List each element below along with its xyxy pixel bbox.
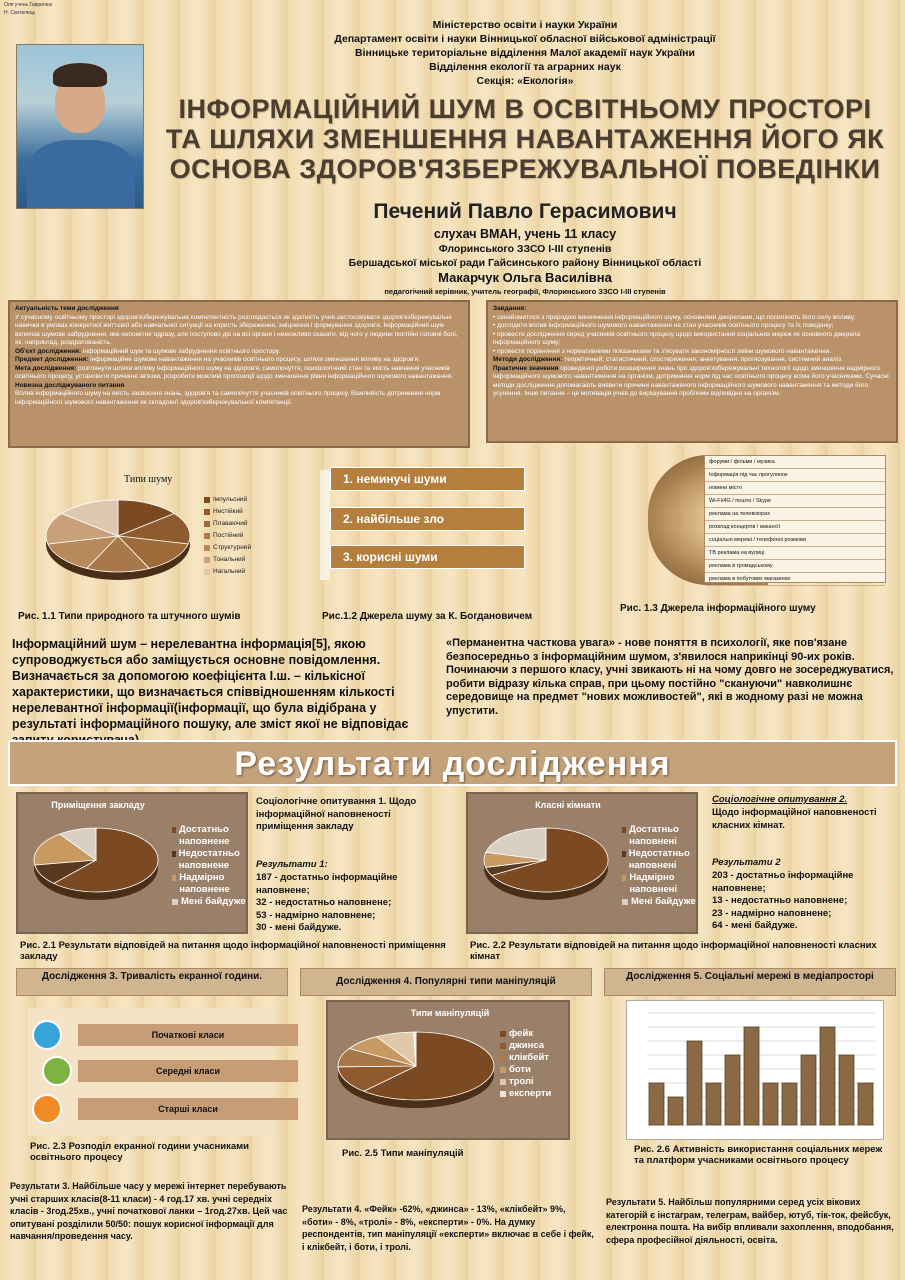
social-media-bar-2: [687, 1041, 702, 1125]
subject-text: інформаційне шумове навантаження на учасників освітнього процесу, шляхи зменшення впливу на здоров'я.: [90, 356, 420, 363]
manipulation-chart: [326, 1000, 570, 1140]
legend-swatch: [204, 509, 210, 515]
survey1-pie: [18, 814, 178, 934]
legend-item: [172, 848, 248, 872]
legend-swatch: [172, 899, 178, 905]
source-item-3: 3. корисні шуми: [330, 545, 525, 569]
screen-time-diagram: [28, 1008, 274, 1136]
tiny-line-2: Н. Скиталець: [4, 10, 36, 16]
legend-item: [204, 530, 251, 542]
subject-heading: Предмет дослідження:: [15, 356, 89, 363]
legend-label: Мені байдуже: [631, 896, 696, 907]
practical-heading: Практичне значення: [493, 364, 559, 372]
survey2-pie: [468, 814, 628, 934]
methods-heading: Методи дослідження:: [493, 356, 563, 363]
tiny-line-1: Оля учень Гаврилюк: [4, 2, 52, 8]
legend-item: [622, 824, 698, 848]
level-senior-icon: [32, 1094, 62, 1124]
legend-label: Недостатньо наповнені: [628, 848, 690, 871]
legend-label: Імпульсний: [213, 496, 248, 503]
noise-types-chart: [36, 470, 306, 598]
legend-swatch: [204, 521, 210, 527]
study4-text: Результати 4. «Фейк» -62%, «джинса» - 13%, «клікбейт» 9%, «боти» - 8%, «тролі» - 8%, «експерти» - 0%. На думку респондентів, тип маніпуляції «експерти» включає в себе і фейк, і клікбейт, і боти, і тролі.: [302, 1204, 594, 1252]
info-source-row: Інформація під час прогулянок: [705, 469, 885, 482]
legend-swatch: [172, 875, 176, 881]
tasks-heading: Завдання:: [493, 305, 527, 312]
supervisor-name: Макарчук Ольга Василівна: [438, 270, 612, 285]
legend-label: Достатньо наповнене: [179, 824, 230, 847]
novelty-text: Вплив інформаційного шуму на якість засвоєння знань, здоров'я та самопочуття учасників освітнього процесу. Важливість дотримання норм інформаційного шумового навантаження як складової здоров'язбережувальної компетенції.: [15, 390, 441, 406]
object-text: інформаційний шум та шумове забруднення освітнього простору.: [82, 347, 281, 355]
legend-item: [500, 1028, 570, 1040]
survey2-legend: [622, 824, 698, 908]
results-banner: Результати дослідження: [8, 740, 897, 786]
fig3-caption: Рис. 1.3 Джерела інформаційного шуму: [620, 603, 816, 614]
legend-label: Нестійкий: [213, 508, 243, 515]
legend-swatch: [500, 1055, 506, 1061]
relevance-text: У сучасному освітньому просторі здоров'язбережувальна компетентність розглядається як здатність учня застосовувати здоров'язбережувальні навички в умовах конкретної життєвої або навчальної ситуації на користь збереження, зміцнення і формування здоров'я. Інформаційний шум включає шумове забруднення, яке непомітне одразу, але поступово діє на всі органи і неможливо сказати, від чого у людини постійні головні болі, як, наприклад, роздратованість.: [15, 313, 458, 346]
manipulation-chart-title: Типи маніпуляцій: [410, 1008, 490, 1018]
legend-item: [500, 1088, 570, 1100]
social-media-bars: [627, 1001, 885, 1141]
study3-text: Результати 3. Найбільше часу у мережі інтернет перебувають учні старших класів(8-11 класи) - 4 год.17 хв. учні середніх класів - 3год.25хв., учні початкової ланки – 1год.27хв. Цей час опитувані розділили 50/50: пошук корисної інформації для навчання/проведення часу.: [10, 1181, 288, 1241]
object-heading: Об'єкт дослідження:: [15, 347, 82, 355]
legend-item: [204, 554, 251, 566]
social-media-bar-6: [763, 1083, 778, 1125]
info-sources-list: [704, 455, 886, 583]
result-line: 203 - достатньо інформаційне наповнене;: [712, 870, 854, 894]
legend-label: боти: [509, 1064, 531, 1075]
legend-swatch: [172, 851, 176, 857]
result-line: 64 - мені байдуже.: [712, 920, 798, 931]
study5-text: Результати 5. Найбільш популярними серед усіх вікових категорій є інстаграм, телеграм, вайбер, ютуб, тік-ток, фейсбук, електронна пошта. На вибір впливали захоплення, вподобання, сфера професійної діяльності, освіта.: [606, 1197, 894, 1245]
legend-item: [500, 1076, 570, 1088]
supervisor-role: педагогічний керівник, учитель географії, Флоринського ЗЗСО І-ІІІ ступенів: [384, 287, 666, 296]
legend-swatch: [204, 497, 210, 503]
info-source-row: реклама в побутових магазинах: [705, 573, 885, 586]
title-line-2: ТА ШЛЯХИ ЗМЕНШЕННЯ НАВАНТАЖЕННЯ ЙОГО ЯК: [165, 124, 885, 154]
social-media-bar-4: [725, 1055, 740, 1125]
legend-swatch: [204, 533, 210, 539]
source-item-1: 1. неминучі шуми: [330, 467, 525, 491]
author-name: Печений Павло Герасимович: [373, 200, 677, 223]
info-sources-diagram: [648, 455, 888, 585]
result-line: 53 - надмірно наповнене;: [256, 909, 376, 921]
legend-item: [622, 896, 698, 908]
survey1-chart-title: Приміщення закладу: [51, 800, 145, 810]
noise-types-chart-title: Типи шуму: [124, 474, 173, 485]
legend-item: [204, 518, 251, 530]
result-line: 30 - мені байдуже.: [256, 922, 342, 933]
result-line: 13 - недостатньо наповнене;: [712, 895, 848, 906]
legend-swatch: [500, 1091, 506, 1097]
info-source-row: соціальні мережі / телефонні розмови: [705, 534, 885, 547]
info-source-row: новини місто: [705, 482, 885, 495]
survey2-subheading: Щодо інформаційної наповненості класних кімнат.: [712, 807, 877, 831]
study4-caption: Рис. 2.5 Типи маніпуляцій: [342, 1148, 464, 1159]
survey1-caption: Рис. 2.1 Результати відповідей на питання щодо інформаційної наповненості приміщення закладу: [20, 940, 446, 962]
legend-swatch: [500, 1043, 506, 1049]
legend-item: [500, 1064, 570, 1076]
survey2-heading: Соціологічне опитування 2.: [712, 794, 848, 805]
study3-caption: Рис. 2.3 Розподіл екранної години учасниками освітнього процесу: [30, 1141, 250, 1163]
fig2-caption: Рис.1.2 Джерела шуму за К. Богдановичем: [322, 611, 533, 622]
legend-label: Надмірно наповнене: [179, 872, 230, 895]
social-media-bar-9: [820, 1027, 835, 1125]
info-source-row: Wi-Fi/4G / пошта / Skype: [705, 495, 885, 508]
legend-label: клікбейт: [509, 1052, 549, 1063]
result-line: 23 - надмірно наповнене;: [712, 907, 832, 919]
legend-swatch: [500, 1067, 506, 1073]
survey1-chart: [16, 792, 248, 934]
result-line: 32 - недостатньо наповнене;: [256, 897, 392, 908]
attention-paragraph: «Перманентна часткова увага» - нове поняття в психології, яке пов'язане безпосередньо з інформаційним шумом, з'явилося наприкінці 90-их років. Починаючи з першого класу, учні звикають ні на чому довго не зосереджуватися, робити відразу кілька справ, при цьому постійно "скануючи" навколишнє середовище на предмет "нових можливостей", які в жодному разі не можна упустити.: [446, 637, 894, 717]
legend-swatch: [622, 875, 626, 881]
fig1-caption: Рис. 1.1 Типи природного та штучного шумів: [18, 611, 241, 622]
legend-label: Постійний: [213, 532, 244, 539]
author-photo: [16, 44, 144, 209]
social-media-bar-3: [706, 1083, 721, 1125]
legend-label: Надмірно наповнені: [629, 872, 678, 895]
survey1-results: [256, 872, 446, 935]
survey2-chart-title: Класні кімнати: [535, 800, 601, 810]
title-line-3: ОСНОВА ЗДОРОВ'ЯЗБЕРЕЖУВАЛЬНОЇ ПОВЕДІНКИ: [169, 154, 881, 184]
methods-text: теоретичний; статистичний; спостереження; анкетування; прогнозування, системний аналіз.: [564, 356, 843, 363]
info-source-row: ТВ реклама на вулиці: [705, 547, 885, 560]
legend-label: тролі: [509, 1076, 534, 1087]
legend-item: [204, 542, 251, 554]
social-media-bar-8: [801, 1055, 816, 1125]
practical-text: проведеної роботи розширення знань про здоров'язбережувальні технології щодо зменшення надмірного інформаційного шумового навантаження на організм, дотримання норм під час освітнього процесу всіма його учасниками. Сучасні методи дослідження допомагають виявити причини навантаженого інформаційного шумового навантаження та методи його усунення. Інше питання – це мотивація учнів до вирішування проблеми відповідно на організм.: [493, 364, 889, 397]
header-line-3: Вінницьке територіальне відділення Малої академії наук України: [355, 47, 695, 59]
legend-swatch: [500, 1031, 506, 1037]
goal-heading: Мета дослідження:: [15, 364, 77, 372]
legend-swatch: [500, 1079, 506, 1085]
legend-swatch: [622, 851, 626, 857]
legend-label: експерти: [509, 1088, 552, 1099]
social-media-bar-0: [649, 1083, 664, 1125]
relevance-heading: Актуальність теми дослідження: [15, 305, 119, 312]
legend-label: Тональний: [213, 556, 246, 563]
social-media-bar-11: [858, 1083, 873, 1125]
level-middle-icon: [42, 1056, 72, 1086]
legend-label: Плаваючий: [213, 520, 248, 527]
info-source-row: реклама в громадському: [705, 560, 885, 573]
manipulation-pie: [328, 1022, 508, 1140]
legend-item: [172, 872, 248, 896]
source-item-2: 2. найбільше зло: [330, 507, 525, 531]
survey2-caption: Рис. 2.2 Результати відповідей на питання щодо інформаційної наповненості класних кімнат: [470, 940, 877, 962]
legend-label: джинса: [509, 1040, 545, 1051]
legend-item: [172, 896, 248, 908]
task-4: • провести порівняння з нормативними показниками та з'ясувати закономірності зміни шумового навантаження.: [493, 347, 832, 355]
social-media-chart: [626, 1000, 884, 1140]
legend-swatch: [204, 545, 210, 551]
definition-paragraph: Інформаційний шум – нерелевантна інформація[5], якою супроводжується або заміщується основне повідомлення. Визначається за допомогою коефіцієнта І.ш. – кількісної характеристики, що визначається співвідношенням кількості нерелевантної інформації(інформації, що була відібрана у результаті інформаційного пошуку, але зміст якої не відповідає: [12, 637, 409, 731]
legend-label: Структурний: [213, 544, 252, 551]
author-school: Флоринського ЗЗСО І-ІІІ ступенів: [438, 243, 612, 255]
legend-swatch: [622, 899, 628, 905]
study5-caption: Рис. 2.6 Активність використання соціальних мереж та платформ учасниками освітнього процесу: [634, 1144, 883, 1166]
survey2-results-heading: Результати 2: [712, 857, 781, 868]
legend-item: [204, 494, 251, 506]
header-line-5: Секція: «Екологія»: [476, 75, 574, 87]
survey1-heading: Соціологічне опитування 1. Щодо інформаційної наповненості приміщення закладу: [256, 796, 417, 832]
study5-band: Дослідження 5. Соціальні мережі в медіапросторі: [604, 968, 896, 996]
legend-item: [204, 566, 251, 578]
legend-swatch: [204, 569, 210, 575]
poster-title: [150, 94, 900, 184]
social-media-bar-1: [668, 1097, 683, 1125]
social-media-bar-7: [782, 1083, 797, 1125]
level-primary: Початкові класи: [78, 1024, 298, 1046]
legend-label: фейк: [509, 1028, 534, 1039]
result-line: 187 - достатньо інформаційне наповнене;: [256, 872, 398, 896]
legend-swatch: [204, 557, 210, 563]
level-senior: Старші класи: [78, 1098, 298, 1120]
legend-label: Недостатньо наповнене: [178, 848, 240, 871]
noise-types-legend: [204, 494, 251, 578]
task-2: • дослідити вплив інформаційного шумового навантаження на стан учасників освітнього процесу та їх поведінку;: [493, 322, 834, 329]
legend-item: [622, 848, 698, 872]
legend-item: [500, 1052, 570, 1064]
level-primary-icon: [32, 1020, 62, 1050]
sources-line: [320, 470, 330, 580]
header-line-4: Відділення екології та аграрних наук: [429, 61, 621, 73]
legend-label: Достатньо наповнені: [629, 824, 679, 847]
social-media-bar-10: [839, 1055, 854, 1125]
author-district: Бершадської міської ради Гайсинського району Вінницької області: [348, 257, 702, 269]
legend-item: [622, 872, 698, 896]
author-role: слухач ВМАН, учень 11 класу: [433, 227, 617, 241]
survey2-chart: [466, 792, 698, 934]
study3-band: Дослідження 3. Тривалість екранної години.: [16, 968, 288, 996]
legend-item: [204, 506, 251, 518]
noise-types-pie: [36, 488, 206, 598]
header-line-2: Департамент освіти і науки Вінницької обласної військової адміністрації: [334, 33, 716, 45]
level-middle: Середні класи: [78, 1060, 298, 1082]
legend-label: Мені байдуже: [181, 896, 246, 907]
survey1-results-heading: Результати 1:: [256, 859, 328, 870]
survey2-results: [712, 870, 902, 933]
legend-swatch: [172, 827, 176, 833]
novelty-heading: Новизна досліджуваного питання: [15, 381, 125, 389]
study4-band: Дослідження 4. Популярні типи маніпуляцій: [300, 968, 592, 996]
info-source-row: форуми / фільми / музика: [705, 456, 885, 469]
info-source-row: розклад концертів / вакансії: [705, 521, 885, 534]
legend-swatch: [622, 827, 626, 833]
task-3: • провести дослідження серед учасників освітнього процесу щодо використання соціальних мереж як основного джерела інформаційного шуму;: [493, 330, 861, 346]
tasks-box: [486, 300, 898, 443]
legend-item: [500, 1040, 570, 1052]
manipulation-legend: [500, 1028, 570, 1100]
info-source-row: реклама на телевізорах: [705, 508, 885, 521]
header-line-1: Міністерство освіти і науки України: [432, 19, 618, 31]
legend-label: Нагальний: [213, 568, 246, 575]
task-1: • ознайомитися з природою виникнення інформаційного шуму, основними джерелами, що посилюють його силу впливу;: [493, 313, 856, 321]
relevance-box: [8, 300, 470, 448]
survey1-legend: [172, 824, 248, 908]
goal-text: розглянути шляхи впливу інформаційного шуму на здоров'я, самопочуття, психологічний стан та якість навчання учасників освітнього процесу, установити причинні зв'язки, розробити можливі пропозиції щодо зменшення рівня інформаційного шумового навантаження.: [15, 364, 454, 380]
title-line-1: ІНФОРМАЦІЙНИЙ ШУМ В ОСВІТНЬОМУ ПРОСТОРІ: [178, 94, 872, 124]
social-media-bar-5: [744, 1027, 759, 1125]
legend-item: [172, 824, 248, 848]
